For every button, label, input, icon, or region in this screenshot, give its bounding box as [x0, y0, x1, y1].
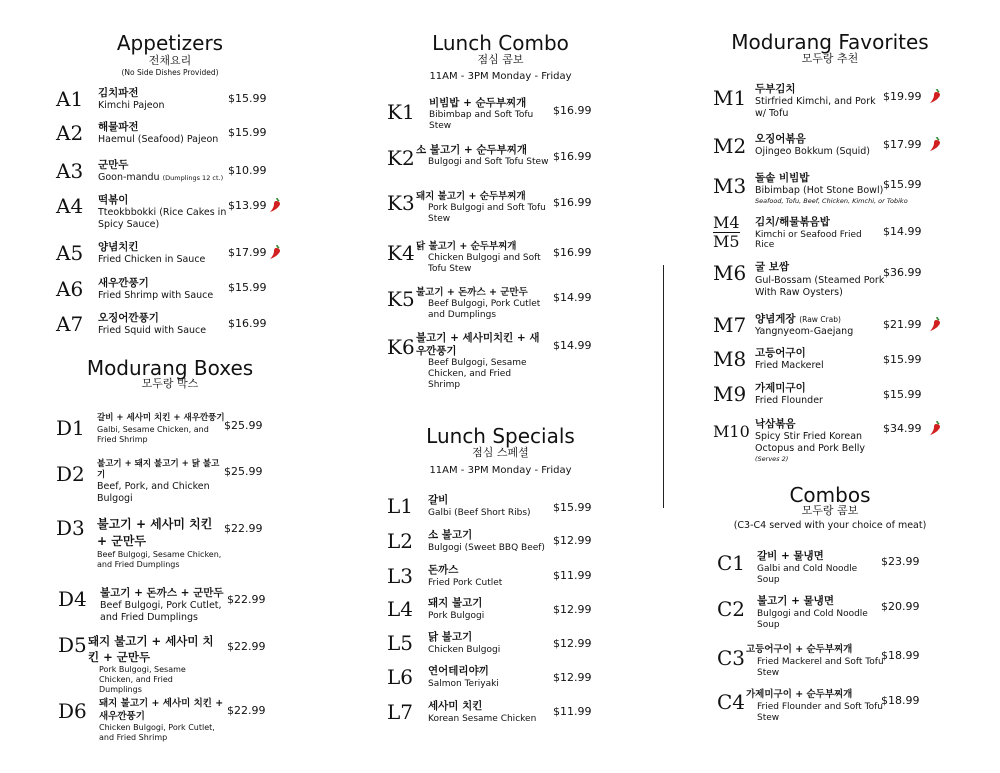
item-code: A7	[56, 312, 84, 336]
item-price: $25.99	[224, 465, 263, 478]
item-korean: 불고기 + 세사미치킨 + 새우깐풍기	[416, 332, 540, 357]
item-korean: 소 불고기 + 순두부찌개	[416, 144, 528, 156]
item-code: K1	[387, 100, 415, 124]
appetizers-title: Appetizers	[116, 31, 224, 55]
item-code: A3	[56, 159, 84, 183]
item-code: D6	[58, 699, 87, 723]
item-korean: 돈까스	[428, 564, 459, 576]
item-korean: 비빔밥 + 순두부찌개	[429, 97, 527, 109]
item-price: $15.99	[883, 353, 922, 366]
item-english: Gul-Bossam (Steamed Pork With Raw Oysters)	[755, 275, 885, 298]
item-english: Galbi, Sesame Chicken, and Fried Shrimp	[97, 425, 209, 444]
item-korean: 가제미구이	[755, 382, 806, 394]
item-price: $34.99	[883, 422, 922, 435]
combos-note: (C3-C4 served with your choice of meat)	[733, 520, 927, 531]
item-english: Fried Flounder and Soft Tofu Stew	[757, 702, 883, 723]
combos-subtitle: 모두랑 콤보	[801, 504, 859, 517]
item-price: $22.99	[227, 704, 266, 717]
item-english: Bulgogi and Cold Noodle Soup	[757, 609, 868, 630]
item-code: D3	[56, 516, 85, 540]
item-price: $25.99	[224, 419, 263, 432]
item-english: Fried Flounder	[755, 395, 823, 406]
item-korean: 소 불고기	[428, 529, 473, 541]
lunch-specials-hours: 11AM - 3PM Monday - Friday	[429, 465, 572, 476]
item-price: $12.99	[553, 534, 592, 547]
item-korean: 갈비 + 세사미 치킨 + 새우깐풍기	[97, 413, 225, 423]
lunch-specials-subtitle: 점심 스페셜	[472, 446, 529, 459]
item-price: $22.99	[227, 640, 266, 653]
red-chili-pepper-icon	[928, 420, 942, 436]
item-english: Chicken Bulgogi	[428, 645, 501, 655]
item-korean: 연어테리야끼	[428, 665, 489, 677]
item-english: Korean Sesame Chicken	[428, 714, 537, 724]
item-code: K6	[387, 335, 415, 359]
item-english: Pork Bulgogi	[428, 611, 485, 621]
item-price: $12.99	[553, 671, 592, 684]
item-price: $16.99	[553, 246, 592, 259]
combos-title: Combos	[789, 483, 871, 507]
appetizers-subtitle: 전채요리	[148, 54, 192, 67]
item-price: $14.99	[883, 225, 922, 238]
item-korean: 해물파전	[98, 121, 139, 133]
item-code: L1	[387, 494, 414, 518]
item-code: L6	[387, 665, 414, 689]
item-code: C2	[717, 597, 746, 621]
item-english: Kimchi Pajeon	[98, 100, 165, 111]
item-korean: 세사미 치킨	[428, 700, 483, 712]
item-code: M1	[713, 86, 747, 110]
item-code: C1	[717, 551, 746, 575]
item-english: Beef Bulgogi, Sesame Chicken, and Fried Dumplings	[97, 550, 222, 569]
item-code: M4	[713, 213, 740, 232]
red-chili-pepper-icon	[928, 316, 942, 332]
item-korean: 불고기 + 돈까스 + 군만두	[416, 287, 528, 298]
item-code: M8	[713, 347, 747, 371]
lunch-combo-subtitle: 점심 콤보	[477, 53, 524, 66]
item-english: Galbi (Beef Short Ribs)	[428, 508, 531, 518]
item-note: Seafood, Tofu, Beef, Chicken, Kimchi, or Tobiko	[755, 197, 908, 205]
item-price: $15.99	[228, 281, 267, 294]
item-english: Salmon Teriyaki	[428, 679, 499, 689]
item-english: Bibimbap and Soft Tofu Stew	[429, 110, 534, 131]
item-price: $15.99	[553, 501, 592, 514]
red-chili-pepper-icon	[928, 88, 942, 104]
item-price: $15.99	[228, 126, 267, 139]
item-price: $16.99	[553, 196, 592, 209]
item-price: $18.99	[881, 694, 920, 707]
item-code: K2	[387, 146, 415, 170]
item-price: $22.99	[224, 522, 263, 535]
item-english: Spicy Stir Fried Korean Octopus and Pork Belly	[755, 431, 866, 454]
item-code: D1	[56, 416, 85, 440]
item-english: Kimchi or Seafood Fried Rice	[755, 230, 862, 250]
item-price: $10.99	[228, 164, 267, 177]
item-price: $16.99	[228, 317, 267, 330]
lunch-combo-title: Lunch Combo	[432, 31, 569, 55]
red-chili-pepper-icon	[268, 197, 282, 213]
item-code: A5	[56, 241, 84, 265]
item-code: D2	[56, 462, 85, 486]
item-korean: 불고기 + 돼지 불고기 + 닭 불고기	[97, 459, 220, 480]
boxes-subtitle: 모두랑 박스	[141, 377, 199, 390]
item-price: $15.99	[883, 388, 922, 401]
item-price: $14.99	[553, 339, 592, 352]
column-middle	[383, 0, 618, 773]
item-code: C3	[717, 646, 746, 670]
item-code: D4	[58, 587, 87, 611]
item-korean: 양념치킨	[98, 241, 139, 253]
item-korean: 갈비	[428, 494, 449, 506]
item-korean: 떡볶이	[98, 194, 129, 206]
item-korean: 가제미구이 + 순두부찌개	[746, 689, 853, 700]
red-chili-pepper-icon	[928, 136, 942, 152]
item-price: $18.99	[881, 649, 920, 662]
column-divider	[663, 265, 664, 508]
item-code: A6	[56, 277, 84, 301]
item-korean: 불고기 + 세사미 치킨 + 군만두	[97, 517, 213, 548]
item-price: $17.99	[228, 246, 267, 259]
item-code: K5	[387, 287, 415, 311]
item-english: Ojingeo Bokkum (Squid)	[755, 146, 870, 157]
item-english: Bulgogi (Sweet BBQ Beef)	[428, 543, 545, 553]
item-price: $15.99	[228, 92, 267, 105]
item-code: K4	[387, 241, 415, 265]
item-korean: 오징어깐풍기	[98, 312, 159, 324]
item-code: L2	[387, 529, 414, 553]
item-english: Fried Pork Cutlet	[428, 578, 503, 588]
item-korean: 갈비 + 물냉면	[757, 550, 824, 562]
item-english: Beef Bulgogi, Pork Cutlet, and Fried Dumplings	[100, 600, 222, 623]
item-price: $20.99	[881, 600, 920, 613]
item-korean: 새우깐풍기	[98, 277, 149, 289]
item-price: $13.99	[228, 199, 267, 212]
item-english: Beef, Pork, and Chicken Bulgogi	[97, 481, 210, 504]
item-code: M3	[713, 174, 747, 198]
item-code: M7	[713, 313, 747, 337]
item-korean: 군만두	[98, 159, 129, 171]
item-korean: 고등어구이	[755, 347, 806, 359]
favorites-title: Modurang Favorites	[731, 30, 929, 54]
column-right	[705, 0, 955, 773]
item-korean: 낙삼볶음	[755, 418, 796, 430]
item-price: $23.99	[881, 555, 920, 568]
item-english: Bibimbap (Hot Stone Bowl)	[755, 185, 884, 196]
item-code: A1	[56, 87, 84, 111]
appetizers-note: (No Side Dishes Provided)	[121, 68, 219, 77]
item-english: Chicken Bulgogi and Soft Tofu Stew	[428, 253, 541, 274]
item-english: Yangnyeom-Gaejang	[755, 326, 854, 337]
item-korean-note: (Raw Crab)	[799, 315, 841, 324]
lunch-combo-hours: 11AM - 3PM Monday - Friday	[429, 71, 572, 82]
item-code: L4	[387, 597, 414, 621]
item-korean: 닭 불고기 + 순두부찌개	[416, 241, 517, 252]
item-code: K3	[387, 191, 415, 215]
column-left	[50, 0, 290, 773]
item-price: $12.99	[553, 603, 592, 616]
item-english: Stirfried Kimchi, and Pork w/ Tofu	[755, 96, 876, 119]
item-code: D5	[58, 633, 87, 657]
item-english: Bulgogi and Soft Tofu Stew	[428, 157, 549, 167]
item-price: $12.99	[553, 637, 592, 650]
item-korean: 돼지 불고기	[428, 597, 483, 609]
item-english: Chicken Bulgogi, Pork Cutlet, and Fried Shrimp	[99, 723, 215, 742]
item-korean: 굴 보쌈	[755, 261, 790, 273]
item-code: A4	[56, 194, 84, 218]
item-korean: 양념게장	[755, 313, 796, 325]
item-korean: 김치파전	[98, 87, 139, 99]
item-english: Pork Bulgogi, Sesame Chicken, and Fried Dumplings	[99, 665, 186, 694]
item-english: Fried Chicken in Sauce	[98, 254, 206, 265]
item-korean: 돼지 불고기 + 세사미 치킨 + 새우깐풍기	[99, 698, 224, 722]
lunch-specials-title: Lunch Specials	[426, 424, 575, 448]
item-price: $11.99	[553, 705, 592, 718]
item-korean: 불고기 + 물냉면	[757, 595, 834, 607]
item-code-2: M5	[713, 232, 740, 251]
item-price: $19.99	[883, 90, 922, 103]
item-price: $16.99	[553, 104, 592, 117]
item-english: Fried Mackerel	[755, 360, 824, 371]
item-note: (Serves 2)	[755, 455, 789, 463]
item-korean: 돌솥 비빔밥	[755, 172, 810, 184]
item-code: L3	[387, 564, 414, 588]
item-korean: 돼지 불고기 + 순두부찌개	[416, 191, 526, 202]
item-english: Beef Bulgogi, Pork Cutlet and Dumplings	[428, 299, 541, 320]
item-english: Pork Bulgogi and Soft Tofu Stew	[428, 203, 546, 224]
item-english: Galbi and Cold Noodle Soup	[757, 564, 858, 585]
item-price: $22.99	[227, 593, 266, 606]
item-code: C4	[717, 690, 746, 714]
item-korean: 닭 불고기	[428, 631, 473, 643]
item-english: Tteokbbokki (Rice Cakes in Spicy Sauce)	[98, 207, 227, 230]
item-english: Goon-mandu	[98, 172, 160, 183]
item-code: M2	[713, 134, 747, 158]
item-price: $16.99	[553, 150, 592, 163]
item-korean: 고등어구이 + 순두부찌개	[746, 644, 853, 655]
boxes-title: Modurang Boxes	[86, 356, 254, 380]
item-english: Fried Shrimp with Sauce	[98, 290, 214, 301]
item-price: $21.99	[883, 318, 922, 331]
item-code: L7	[387, 700, 414, 724]
item-english: Fried Squid with Sauce	[98, 325, 207, 336]
item-korean: 돼지 불고기 + 세사미 치킨 + 군만두	[88, 634, 214, 664]
item-price: $36.99	[883, 266, 922, 279]
item-english: Beef Bulgogi, Sesame Chicken, and Fried Shrimp	[428, 358, 527, 390]
item-code: M6	[713, 261, 747, 285]
item-code: L5	[387, 631, 414, 655]
item-english: Fried Mackerel and Soft Tofu Stew	[757, 657, 884, 678]
item-korean: 두부김치	[755, 83, 796, 95]
item-english-note: (Dumplings 12 ct.)	[162, 174, 224, 182]
item-code: A2	[56, 121, 84, 145]
favorites-subtitle: 모두랑 추천	[801, 52, 859, 65]
item-price: $11.99	[553, 569, 592, 582]
item-price: $17.99	[883, 138, 922, 151]
item-korean: 오징어볶음	[755, 133, 806, 145]
item-korean: 불고기 + 돈까스 + 군만두	[100, 587, 224, 599]
item-price: $15.99	[883, 178, 922, 191]
item-code: M9	[713, 382, 747, 406]
item-korean: 김치/해물볶음밥	[755, 216, 830, 228]
item-code: M10	[713, 422, 750, 441]
item-price: $14.99	[553, 291, 592, 304]
item-english: Haemul (Seafood) Pajeon	[98, 134, 219, 145]
red-chili-pepper-icon	[268, 244, 282, 260]
